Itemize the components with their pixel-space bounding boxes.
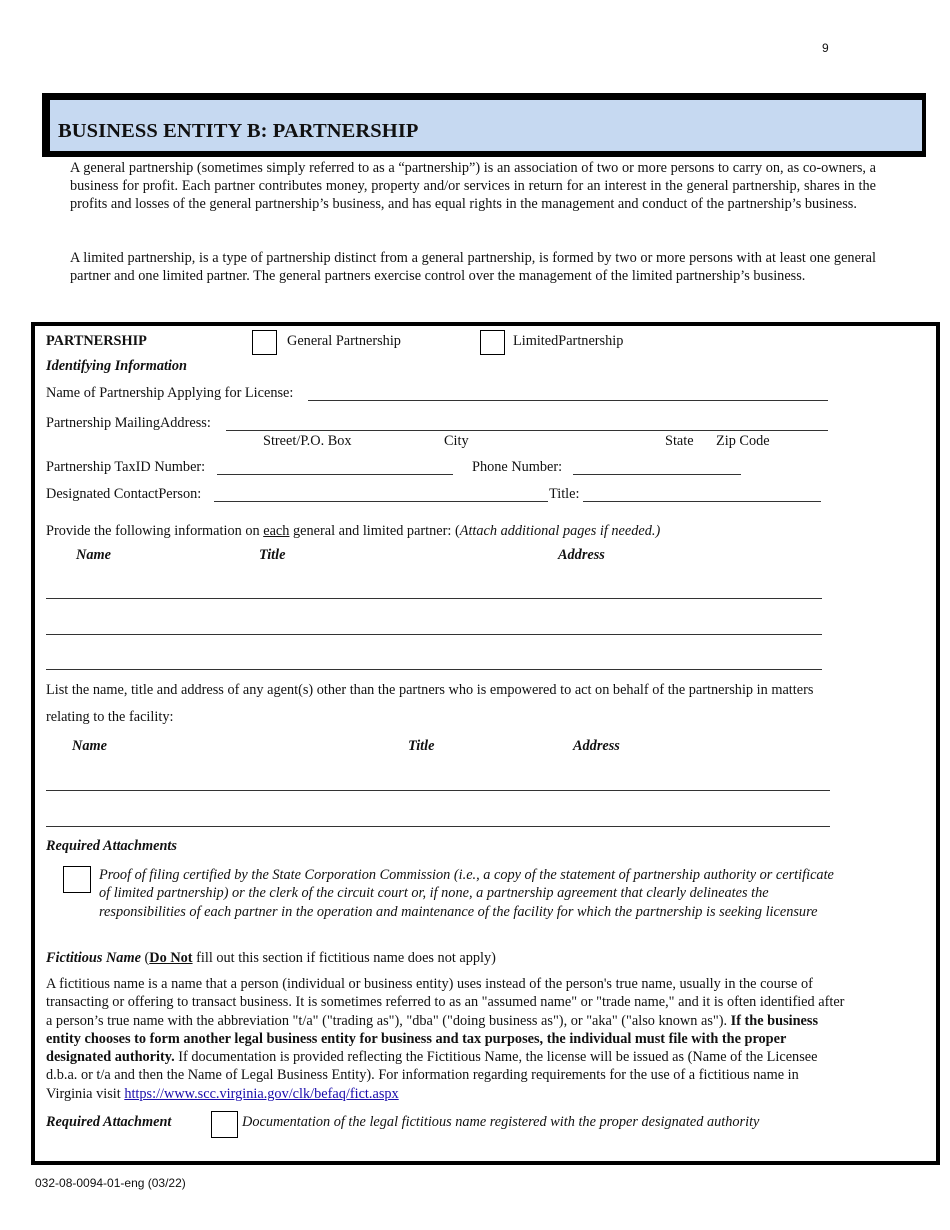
agents-col-title: Title xyxy=(408,738,435,754)
fictitious-name-title: Fictitious Name xyxy=(46,950,141,966)
contact-title-field[interactable] xyxy=(583,501,821,502)
contact-title-label: Title: xyxy=(549,486,580,502)
fictitious-name-heading xyxy=(46,950,496,967)
agents-col-address: Address xyxy=(573,738,620,754)
agents-prompt-line1: List the name, title and address of any agent(s) other than the partners who is empowered to act on behalf of the partnership in matters xyxy=(46,682,814,698)
required-attachment-label: Required Attachment xyxy=(46,1114,172,1130)
phone-field[interactable] xyxy=(573,474,741,475)
partners-col-title: Title xyxy=(259,547,286,563)
required-attachments-heading: Required Attachments xyxy=(46,838,177,854)
partnership-name-field[interactable] xyxy=(308,400,828,401)
page-number: 9 xyxy=(822,41,829,55)
partners-prompt-each: each xyxy=(263,523,290,539)
intro-limited-partnership: A limited partnership, is a type of partnership distinct from a general partnership, is formed by two or more persons with at least one general partner and one limited partner. The general partners exercise control over the management of the limited partnership’s business. xyxy=(70,250,876,284)
proof-of-filing-checkbox[interactable] xyxy=(63,866,91,893)
partners-prompt-mid: general and limited partner: ( xyxy=(289,523,460,539)
limited-partnership-checkbox[interactable] xyxy=(480,330,505,355)
contact-person-field[interactable] xyxy=(214,501,548,502)
partners-col-name: Name xyxy=(76,547,111,563)
do-not-emphasis: Do Not xyxy=(149,950,193,966)
proof-of-filing-text: Proof of filing certified by the State Corporation Commission (i.e., a copy of the statement of partnership authority or certificate of limited partnership) or the clerk of the circuit court or, if none, a partnership agreement that clearly delineates the responsibilities of each partner in the operation and maintenance of the facility for which the partnership is seeking licensure xyxy=(99,867,834,920)
partner-entry-line[interactable] xyxy=(46,634,822,635)
fictitious-name-body xyxy=(46,975,846,1103)
tax-id-label: Partnership TaxID Number: xyxy=(46,459,206,475)
agents-prompt-line2: relating to the facility: xyxy=(46,709,174,725)
city-caption: City xyxy=(444,433,469,449)
fictitious-doc-checkbox[interactable] xyxy=(211,1111,238,1138)
zip-caption: Zip Code xyxy=(716,433,770,449)
form-heading: PARTNERSHIP xyxy=(46,333,147,349)
limited-partnership-label: LimitedPartnership xyxy=(513,333,624,349)
general-partnership-checkbox[interactable] xyxy=(252,330,277,355)
form-code-footer: 032-08-0094-01-eng (03/22) xyxy=(35,1176,186,1190)
partners-col-address: Address xyxy=(558,547,605,563)
fictitious-body-text2: If documentation is provided reflecting the Fictitious Name, the license will be issued as (Name of the Licensee d.b.a. or t/a and then the Name of Legal Business Entity). For information regarding requirements for the use of a fictitious name in Virginia visit xyxy=(46,1049,818,1102)
fictitious-body-text: A fictitious name is a name that a person (individual or business entity) uses instead of the person's true name, usually in the course of transacting or offering to transact business. It is sometimes referred to as an "assumed name" or "trade name," and it is often identified after a person’s true name with the abbreviation "t/a" ("trading as"), "dba" ("doing business as"), or "aka" ("also known as"). xyxy=(46,976,845,1029)
identifying-info-heading: Identifying Information xyxy=(46,358,188,374)
partners-prompt-note: Attach additional pages if needed.) xyxy=(459,523,661,539)
mailing-address-field[interactable] xyxy=(226,430,828,431)
agents-col-name: Name xyxy=(72,738,107,754)
general-partnership-label: General Partnership xyxy=(287,333,401,349)
agent-entry-line[interactable] xyxy=(46,790,830,791)
partner-entry-line[interactable] xyxy=(46,598,822,599)
partners-prompt xyxy=(46,523,660,540)
fictitious-body-bold: If the business entity chooses to form another legal business entity for business and tax purposes, the individual must file with the proper designated authority. xyxy=(46,1012,819,1066)
state-caption: State xyxy=(665,433,694,449)
phone-label: Phone Number: xyxy=(472,459,563,475)
fictitious-doc-text: Documentation of the legal fictitious name registered with the proper designated authority xyxy=(242,1114,760,1130)
partner-entry-line[interactable] xyxy=(46,669,822,670)
contact-person-label: Designated ContactPerson: xyxy=(46,486,202,502)
partnership-name-label: Name of Partnership Applying for License: xyxy=(46,385,294,401)
section-title: BUSINESS ENTITY B: PARTNERSHIP xyxy=(58,120,419,142)
fictitious-paren: ( xyxy=(140,950,150,966)
fictitious-heading-rest: fill out this section if fictitious name does not apply) xyxy=(192,950,496,966)
mailing-address-label: Partnership MailingAddress: xyxy=(46,415,211,431)
intro-general-partnership: A general partnership (sometimes simply referred to as a “partnership”) is an association of two or more persons to carry on, as co-owners, a business for profit. Each partner contributes money, property and/or services in return for an interest in the general partnership, shares in the profits and losses of the general partnership’s business, and has equal rights in the management and conduct of the partnership’s business. xyxy=(70,160,876,212)
street-caption: Street/P.O. Box xyxy=(263,433,352,449)
partners-prompt-start: Provide the following information on xyxy=(46,523,264,539)
agent-entry-line[interactable] xyxy=(46,826,830,827)
tax-id-field[interactable] xyxy=(217,474,453,475)
scc-fictitious-link[interactable]: https://www.scc.virginia.gov/clk/befaq/fict.aspx xyxy=(124,1085,399,1102)
